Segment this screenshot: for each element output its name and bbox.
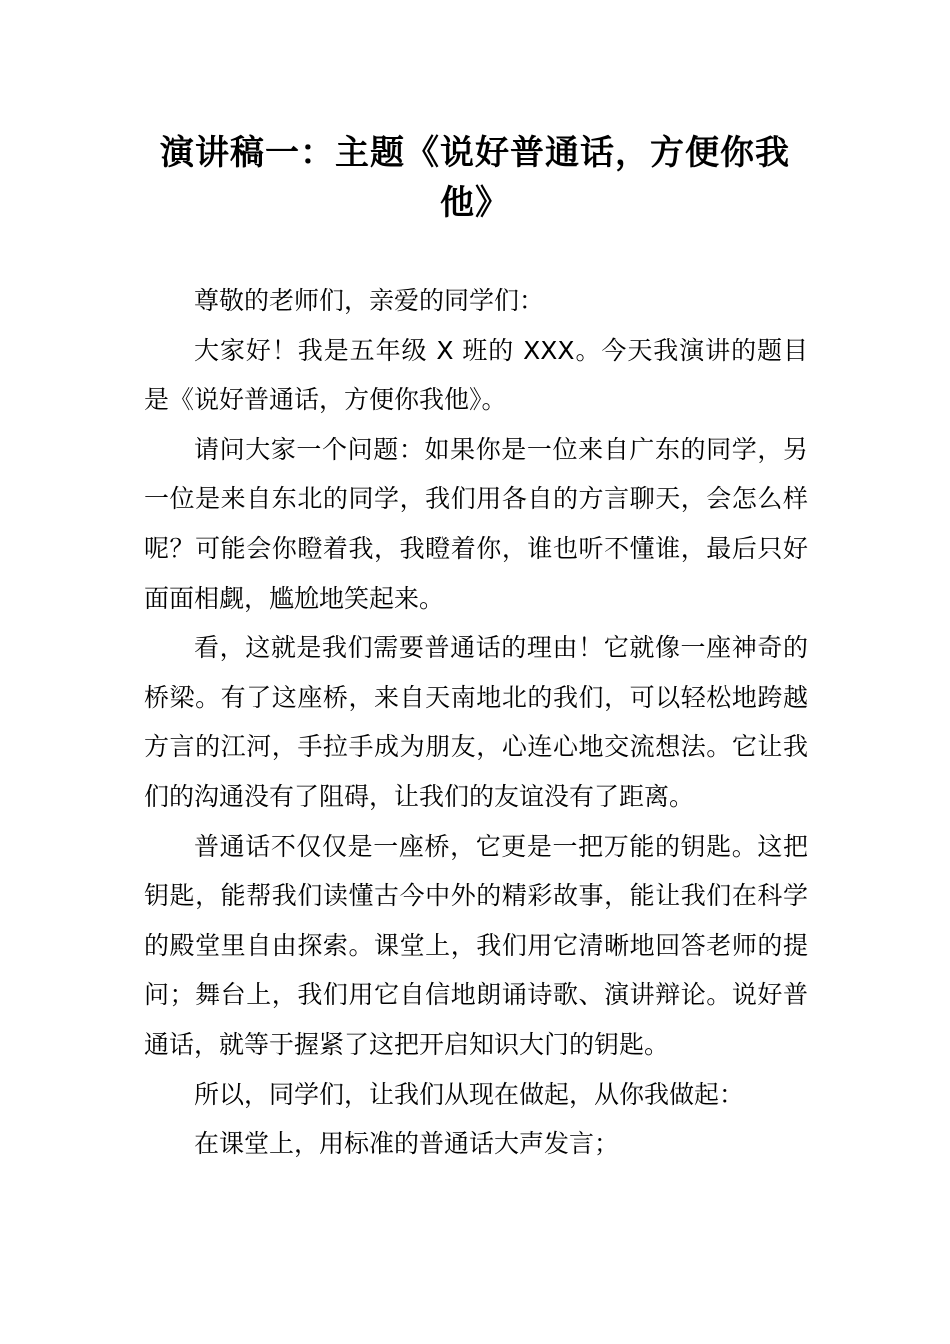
paragraph-greeting: 大家好！我是五年级 X 班的 XXX。今天我演讲的题目是《说好普通话，方便你我他》。 [144,335,808,415]
paragraph-call-to-action: 所以，同学们，让我们从现在做起，从你我做起： [194,1079,745,1109]
paragraph-key: 普通话不仅仅是一座桥，它更是一把万能的钥匙。这把钥匙，能帮我们读懂古今中外的精彩故事，能让我们在科学的殿堂里自由探索。课堂上，我们用它清晰地回答老师的提问；舞台上，我们用它自信地朗诵诗歌、演讲辩论。说好普通话，就等于握紧了这把开启知识大门的钥匙。 [144,831,808,1059]
paragraph-classroom: 在课堂上，用标准的普通话大声发言； [194,1129,620,1159]
title-line-1: 演讲稿一：主题《说好普通话，方便你我 [160,133,790,173]
paragraph-salutation: 尊敬的老师们，亲爱的同学们： [194,286,545,315]
document-body [144,276,808,1169]
paragraph-question: 请问大家一个问题：如果你是一位来自广东的同学，另一位是来自东北的同学，我们用各自的方言聊天，会怎么样呢？可能会你瞪着我，我瞪着你，谁也听不懂谁，最后只好面面相觑，尴尬地笑起来。 [144,434,808,613]
paragraph-bridge: 看，这就是我们需要普通话的理由！它就像一座神奇的桥梁。有了这座桥，来自天南地北的我们，可以轻松地跨越方言的江河，手拉手成为朋友，心连心地交流想法。它让我们的沟通没有了阻碍，让我们的友谊没有了距离。 [144,633,808,811]
document-title [140,128,810,228]
title-line-2: 他》 [440,183,510,223]
